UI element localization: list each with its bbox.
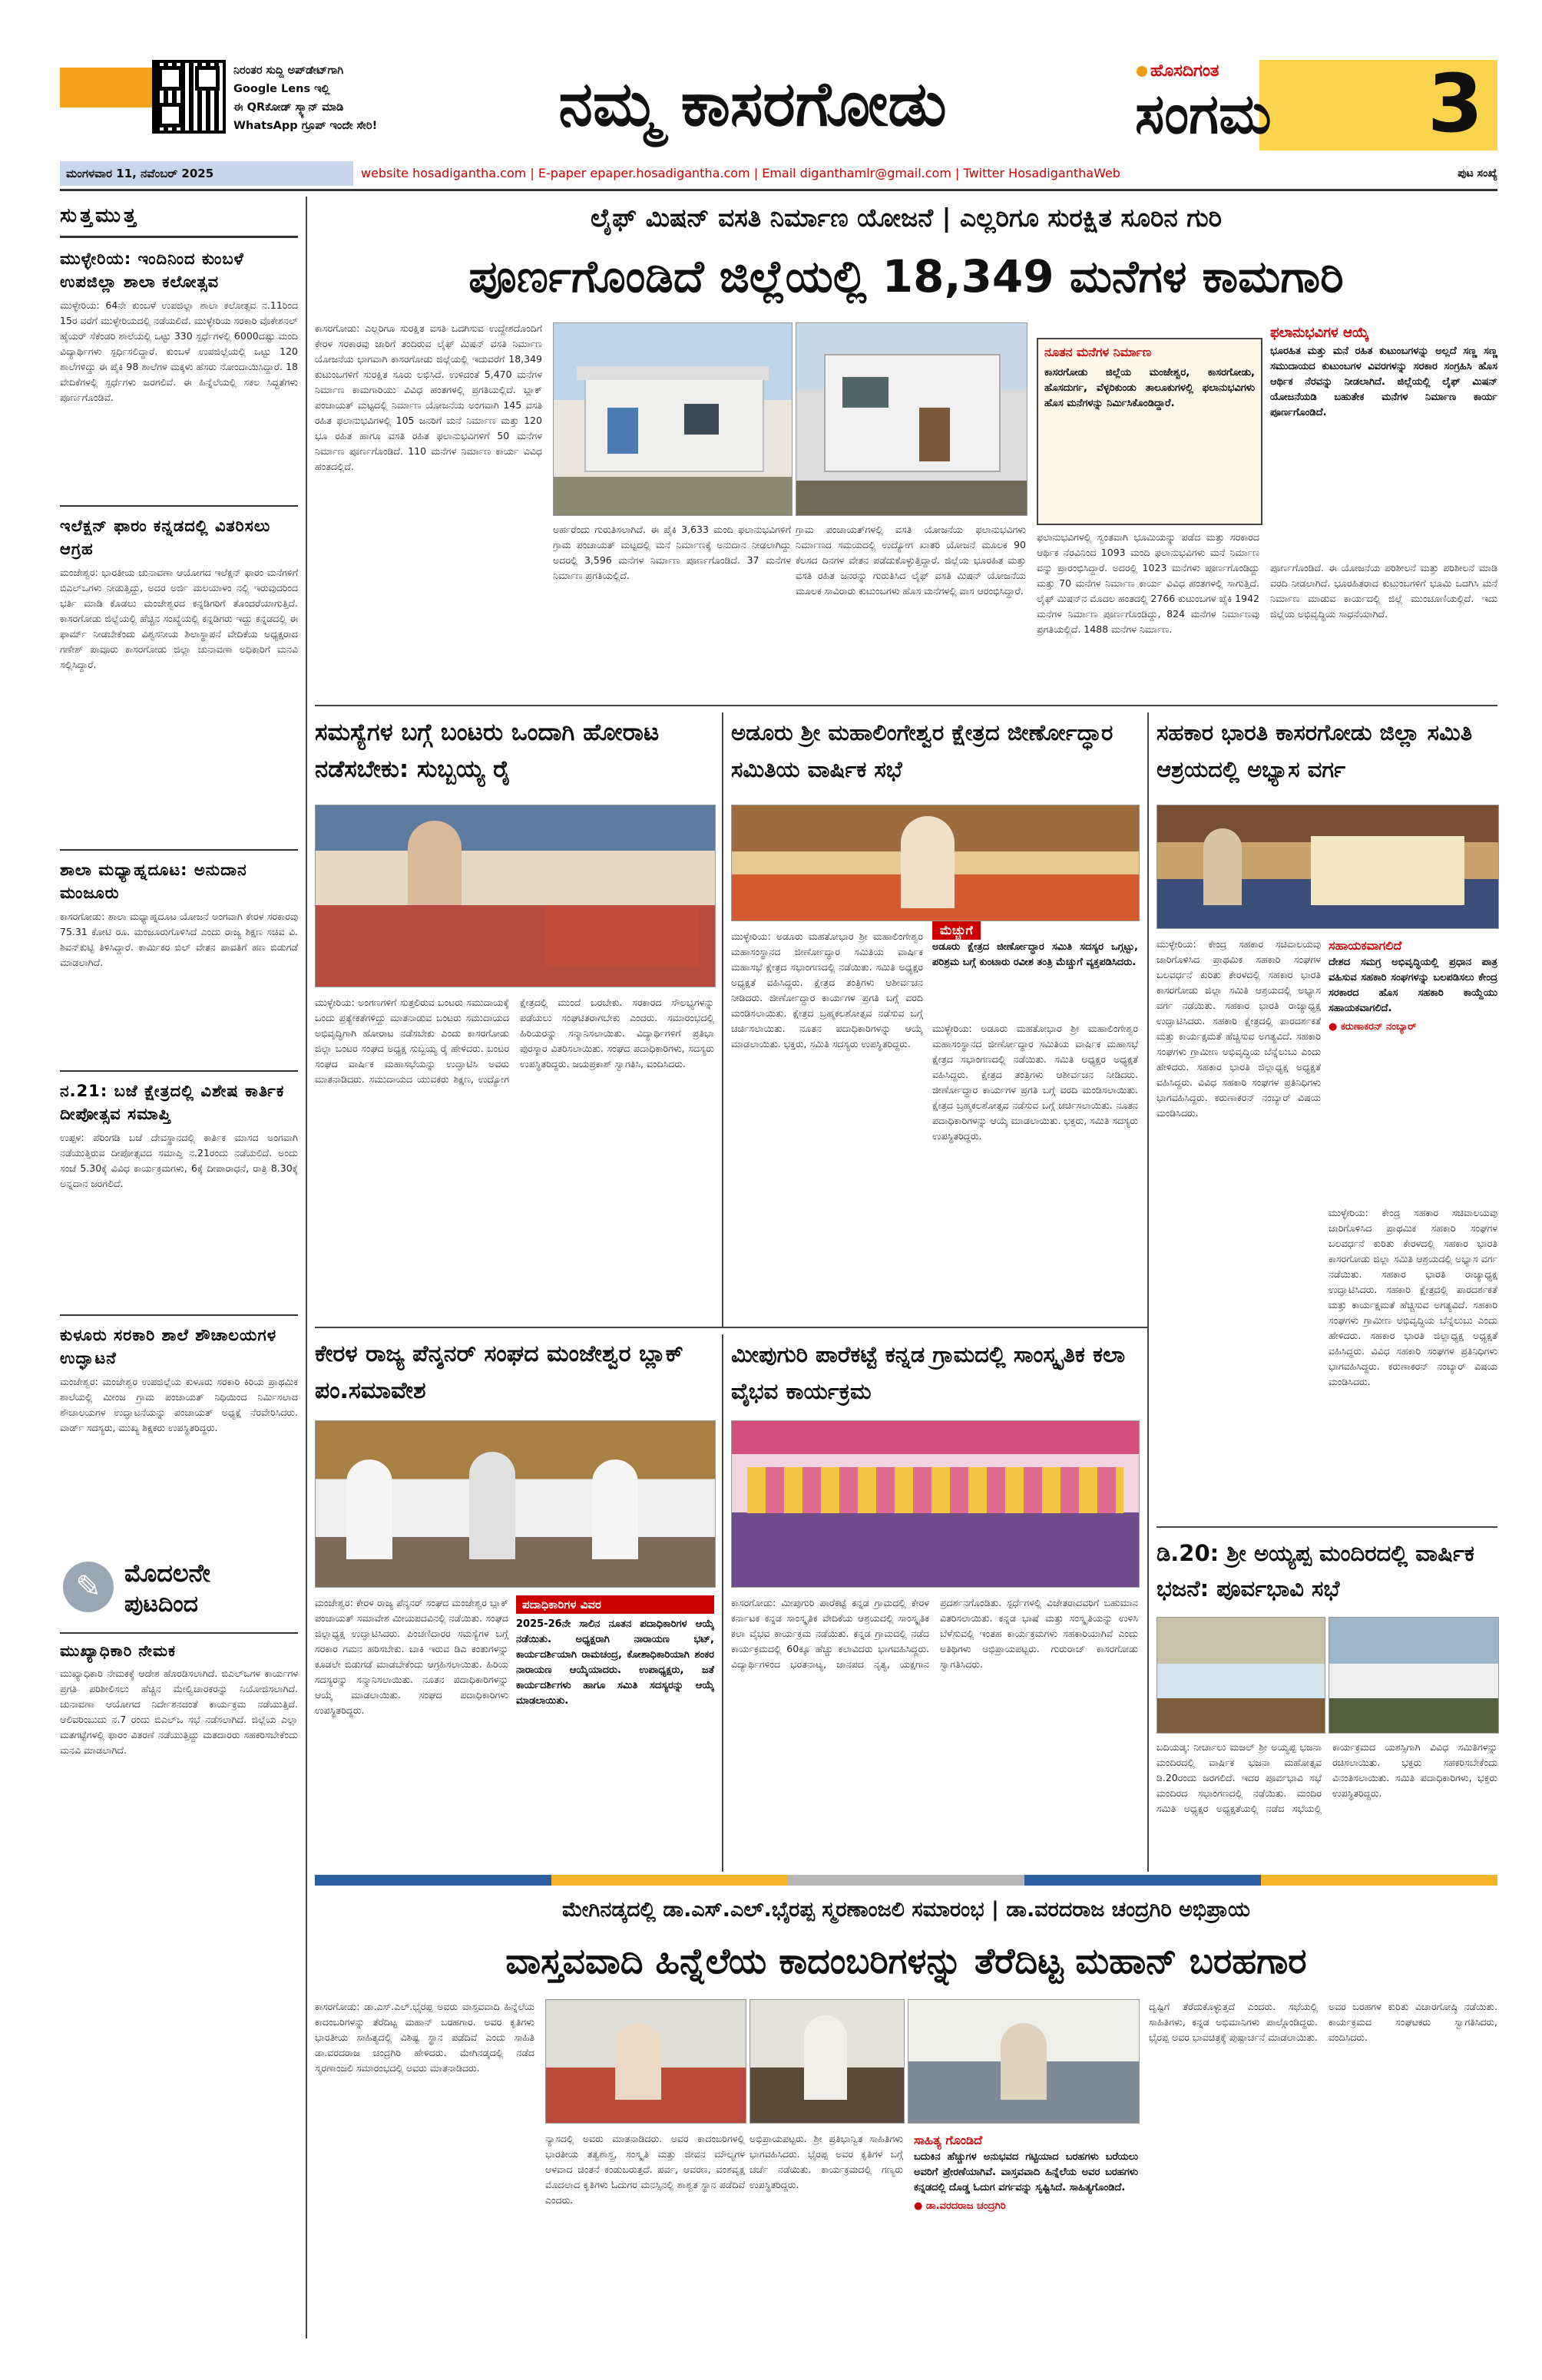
sidebar-story-body: ಉಪ್ಪಳ: ಪೆರಿಂಗಡಿ ಬಜೆ ದೇವಸ್ಥಾನದಲ್ಲಿ ಕಾರ್ತಿಕ ಮಾಸದ ಅಂಗವಾಗಿ ನಡೆಯುತ್ತಿರುವ ದೀಪೋತ್ಸವದ ಸಮಾಪ್ತಿ ನ.21ರಂದು ನಡೆಯಲಿದೆ. ಅಂದು ಸಂಜೆ 5.30ಕ್ಕೆ ವಿವಿಧ ಕಾರ್ಯಕ್ರಮಗಳು, 6ಕ್ಕೆ ದೀಪಾರಾಧನೆ, ರಾತ್ರಿ 8.30ಕ್ಕೆ ಅನ್ನದಾನ ಜರಗಲಿದೆ. (60, 1132, 298, 1189)
row-rule-2 (315, 1327, 1147, 1328)
ayyappa-photo-1 (1156, 1617, 1325, 1734)
house-photo-2 (796, 322, 1027, 516)
pension-photo (315, 1420, 716, 1588)
box-author-name: ಡಾ.ವರದರಾಜ ಚಂದ್ರಗಿರಿ (925, 2200, 1006, 2212)
bhyrappa-kicker: ಮೇಗಿನಡ್ಕದಲ್ಲಿ ಡಾ.ಎಸ್.ಎಲ್.ಭೈರಪ್ಪ ಸ್ಮರಣಾಂಜಲಿ ಸಮಾರಂಭ | ಡಾ.ವರದರಾಜ ಚಂದ್ರಗಿರಿ ಅಭಿಪ್ರಾಯ (562, 1898, 1250, 1922)
bhyrappa-photo-2 (749, 1999, 905, 2124)
sidebar-divider (60, 505, 298, 507)
lead-col-4: ಫಲಾನುಭವಿಗಳಲ್ಲಿ ಸ್ವಂತವಾಗಿ ಭೂಮಿಯನ್ನು ಪಡೆದ ಮತ್ತು ಸರಕಾರದ ಆರ್ಥಿಕ ನೆರವಿನಿಂದ 1093 ಮಂದಿ ಫಲಾನುಭವಿಗಳು ಮನೆ ನಿರ್ಮಾಣ ವನ್ನು ಪ್ರಾರಂಭಿಸಿದ್ದಾರೆ. ಅದರಲ್ಲಿ 1023 ಮನೆಗಳು ಪೂರ್ಣಗೊಂಡಿದ್ದು ಮತ್ತು 70 ಮನೆಗಳ ನಿರ್ಮಾಣ ಕಾರ್ಯ ವಿವಿಧ ಹಂತಗಳಲ್ಲಿ ಸಾಗುತ್ತಿದೆ. ಲೈಫ್ ಮಿಷನ್‌ನ ಮೊದಲ ಹಂತದಲ್ಲಿ 2766 ಕುಟುಂಬಗಳ ಪೈಕಿ 1942 ಮನೆಗಳ ನಿರ್ಮಾಣ ಪೂರ್ಣಗೊಂಡಿದ್ದು, 824 ಮನೆಗಳ ನಿರ್ಮಾಣವು ಪ್ರಗತಿಯಲ್ಲಿದೆ. 1488 ಮನೆಗಳ ನಿರ್ಮಾಣ. (1037, 531, 1259, 635)
promo-line: WhatsApp ಗ್ರೂಪ್ ಇಂದೇ ಸೇರಿ! (233, 120, 378, 132)
lead-col-5: ಪೂರ್ಣಗೊಂಡಿದೆ. ಈ ಯೋಜನೆಯ ಪರಿಶೀಲನೆ ಮತ್ತು ಪರಿಶೀಲನೆ ಮಾಡಿ ವರದಿ ನೀಡಲಾಗಿದೆ. ಭೂರಹಿತರಾದ ಕುಟುಂಬಗಳಿಗೆ ಭೂಮಿ ಒದಗಿಸಿ ಮನೆ ನಿರ್ಮಾಣ ಮಾಡುವ ಕಾರ್ಯದಲ್ಲಿ ಜಿಲ್ಲೆ ಮುಂಚೂಣಿಯಲ್ಲಿದೆ. ಇದು ಜಿಲ್ಲೆಯ ಅಭಿವೃದ್ಧಿಯ ಸಾಧನೆಯಾಗಿದೆ. (1270, 562, 1497, 620)
box-body: ಅಡೂರು ಕ್ಷೇತ್ರದ ಜೀರ್ಣೋದ್ಧಾರ ಸಮಿತಿ ಸದಸ್ಯರ ಒಗ್ಗಟ್ಟು, ಪರಿಶ್ರಮ ಬಗ್ಗೆ ಕುಂಟಾರು ರವೀಶ ತಂತ್ರಿ ಮೆಚ್ಚುಗೆ ವ್ಯಕ್ತಪಡಿಸಿದರು. (932, 941, 1138, 968)
box-title: ನೂತನ ಮನೆಗಳ ನಿರ್ಮಾಣ (1044, 345, 1152, 359)
lead-kicker: ಲೈಫ್ ಮಿಷನ್ ವಸತಿ ನಿರ್ಮಾಣ ಯೋಜನೆ | ಎಲ್ಲರಿಗೂ ಸುರಕ್ಷಿತ ಸೂರಿನ ಗುರಿ (590, 203, 1222, 233)
sidebar-section-title (60, 197, 298, 238)
masthead-rule (60, 189, 1497, 191)
sidebar-story (60, 1079, 298, 1307)
promo-line: ನಿರಂತರ ಸುದ್ದಿ ಅಪ್‌ಡೇಟ್‌ಗಾಗಿ (233, 64, 344, 77)
pension-headline: ಕೇರಳ ರಾಜ್ಯ ಪೆನ್ಶನರ್ ಸಂಘದ ಮಂಜೇಶ್ವರ ಬ್ಲಾಕ್ ಪಂ.ಸಮಾವೇಶ (315, 1340, 683, 1404)
lead-col-3: ಗ್ರಾಮ ಪಂಚಾಯತ್‌ಗಳಲ್ಲಿ ವಸತಿ ಯೋಜನೆಯ ಫಲಾನುಭವಿಗಳು ನಿರ್ಮಾಣದ ಸಮಯದಲ್ಲಿ ಉದ್ಯೋಗ ಖಾತರಿ ಯೋಜನೆ ಮೂಲಕ 90 ಕೆಲಸದ ದಿನಗಳ ವೇತನ ಪಡೆದುಕೊಳ್ಳುತ್ತಿದ್ದಾರೆ. ಜಿಲ್ಲೆಯ ಭೂರಹಿತ ಮತ್ತು ವಸತಿ ರಹಿತ ಜನರನ್ನು ಗುರುತಿಸಿದ ಲೈಫ್ ವಸತಿ ಮಿಷನ್ ಯೋಜನೆಯ ಮೂಲಕ ಸಾವಿರಾರು ಕುಟುಂಬಗಳು ಹೊಸ ಮನೆಗಳಲ್ಲಿ ವಾಸ ಆರಂಭಿಸಿದ್ದಾರೆ. (796, 524, 1026, 597)
pension-body: ಮಂಜೇಶ್ವರ: ಕೇರಳ ರಾಜ್ಯ ಪೆನ್ಶನರ್ ಸಂಘದ ಮಂಜೇಶ್ವರ ಬ್ಲಾಕ್ ಪಂಚಾಯತ್ ಸಮಾವೇಶ ಮೀಯಪದವಿನಲ್ಲಿ ನಡೆಯಿತು. ಸಂಘದ ಜಿಲ್ಲಾಧ್ಯಕ್ಷ ಉದ್ಘಾಟಿಸಿದರು. ಪಿಂಚಣಿದಾರರ ಸಮಸ್ಯೆಗಳ ಬಗ್ಗೆ ಸರಕಾರ ಗಮನ ಹರಿಸಬೇಕು. ಬಾಕಿ ಇರುವ ಡಿಎ ಕಂತುಗಳನ್ನು ಕೂಡಲೇ ಬಿಡುಗಡೆ ಮಾಡಬೇಕೆಂದು ಆಗ್ರಹಿಸಲಾಯಿತು. ಹಿರಿಯ ಸದಸ್ಯರನ್ನು ಸನ್ಮಾನಿಸಲಾಯಿತು. ನೂತನ ಪದಾಧಿಕಾರಿಗಳನ್ನು ಆಯ್ಕೆ ಮಾಡಲಾಯಿತು. ಸಂಘದ ಪದಾಧಿಕಾರಿಗಳು ಉಪಸ್ಥಿತರಿದ್ದರು. (315, 1597, 508, 1716)
box-body: 2025-26ನೇ ಸಾಲಿನ ನೂತನ ಪದಾಧಿಕಾರಿಗಳ ಆಯ್ಕೆ ನಡೆಯಿತು. ಅಧ್ಯಕ್ಷರಾಗಿ ನಾರಾಯಣ ಭಟ್, ಕಾರ್ಯದರ್ಶಿಯಾಗಿ ರಾಮಚಂದ್ರ, ಕೋಶಾಧಿಕಾರಿಯಾಗಿ ಶಂಕರ ನಾರಾಯಣ ಆಯ್ಕೆಯಾದರು. ಉಪಾಧ್ಯಕ್ಷರು, ಜತೆ ಕಾರ್ಯದರ್ಶಿಗಳು ಹಾಗೂ ಸಮಿತಿ ಸದಸ್ಯರನ್ನು ಆಯ್ಕೆ ಮಾಡಲಾಯಿತು. (516, 1618, 714, 1707)
promo-text (233, 61, 464, 135)
pension-box (516, 1595, 714, 1841)
box-title: ಸಹಾಯಕವಾಗಲಿದೆ (1329, 938, 1402, 953)
sidebar-story (60, 858, 298, 1063)
contact-line: website hosadigantha.com | E-paper epaper.hosadigantha.com | Email diganthamlr@gmail.com | Twitter HosadiganthaWeb (361, 166, 1120, 180)
sahakara-photo (1156, 805, 1499, 929)
brand-small-text: ಹೊಸದಿಗಂತ (1150, 61, 1219, 81)
sidebar-divider (60, 1632, 298, 1634)
box-new-houses (1037, 338, 1262, 525)
adur-headline: ಅಡೂರು ಶ್ರೀ ಮಹಾಲಿಂಗೇಶ್ವರ ಕ್ಷೇತ್ರದ ಜೀರ್ಣೋದ್ಧಾರ ಸಮಿತಿಯ ವಾರ್ಷಿಕ ಸಭೆ (731, 719, 1113, 782)
sahakara-body-2: ಮುಳ್ಳೇರಿಯ: ಕೇಂದ್ರ ಸಹಕಾರ ಸಚಿವಾಲಯವು ಜಾರಿಗೊಳಿಸಿದ ಪ್ರಾಥಮಿಕ ಸಹಕಾರಿ ಸಂಘಗಳ ಬಲವರ್ಧನೆ ಕುರಿತು ಕೇರಳದಲ್ಲಿ ಸಹಕಾರ ಭಾರತಿ ಕಾಸರಗೋಡು ಜಿಲ್ಲಾ ಸಮಿತಿ ಆಶ್ರಯದಲ್ಲಿ ಅಭ್ಯಾಸ ವರ್ಗ ನಡೆಯಿತು. ಸಹಕಾರ ಭಾರತಿ ರಾಜ್ಯಾಧ್ಯಕ್ಷ ಉದ್ಘಾಟಿಸಿದರು. ಸಹಕಾರಿ ಕ್ಷೇತ್ರದಲ್ಲಿ ಪಾರದರ್ಶಕತೆ ಮತ್ತು ಕಾರ್ಯಕ್ಷಮತೆ ಹೆಚ್ಚಿಸುವ ಅಗತ್ಯವಿದೆ. ಸಹಕಾರಿ ಸಂಘಗಳು ಗ್ರಾಮೀಣ ಅಭಿವೃದ್ಧಿಯ ಬೆನ್ನೆಲುಬು ಎಂದು ಹೇಳಿದರು. ಸಹಕಾರ ಭಾರತಿ ಜಿಲ್ಲಾಧ್ಯಕ್ಷ ಅಧ್ಯಕ್ಷತೆ ವಹಿಸಿದ್ದರು. ವಿವಿಧ ಸಹಕಾರಿ ಸಂಘಗಳ ಪ್ರತಿನಿಧಿಗಳು ಭಾಗವಹಿಸಿದ್ದರು. ಕರುಣಾಕರನ್ ನಂಬ್ಯಾರ್ ವಿಷಯ ಮಂಡಿಸಿದರು. (1329, 1207, 1497, 1387)
box-author: ● ಡಾ.ವರದರಾಜ ಚಂದ್ರಗಿರಿ (914, 2200, 1006, 2212)
sidebar-divider (60, 1314, 298, 1316)
bhyrappa-body-mid: ನ್ಯಾಸದಲ್ಲಿ ಅವರು ಮಾತನಾಡಿದರು. ಅವರ ಕಾದಂಬರಿಗಳಲ್ಲಿ ಭಾರತೀಯ ತತ್ವಶಾಸ್ತ್ರ, ಸಂಸ್ಕೃತಿ ಮತ್ತು ಜೀವನ ಮೌಲ್ಯಗಳ ಆಳವಾದ ಚಿಂತನೆ ಕಂಡುಬರುತ್ತದೆ. ಪರ್ವ, ಆವರಣ, ವಂಶವೃಕ್ಷ ಮೊದಲಾದ ಕೃತಿಗಳು ಓದುಗರ ಮನಸ್ಸಿನಲ್ಲಿ ಶಾಶ್ವತ ಸ್ಥಾನ ಪಡೆದಿವೆ ಎಂದರು. (545, 2133, 745, 2206)
ayyappa-headline: ಡಿ.20: ಶ್ರೀ ಅಯ್ಯಪ್ಪ ಮಂದಿರದಲ್ಲಿ ವಾರ್ಷಿಕ ಭಜನೆ: ಪೂರ್ವಭಾವಿ ಸಭೆ (1156, 1540, 1474, 1602)
sidebar-story-title: ಕುಳೂರು ಸರಕಾರಿ ಶಾಲೆ ಶೌಚಾಲಯಗಳ ಉದ್ಘಾಟನೆ (60, 1326, 277, 1367)
box-title: ಪದಾಧಿಕಾರಿಗಳ ವಿವರ (516, 1595, 714, 1614)
sidebar-story-title: ಮುಳ್ಳೇರಿಯ: ಇಂದಿನಿಂದ ಕುಂಬಳೆ ಉಪಜಿಲ್ಲಾ ಶಾಲಾ ಕಲೋತ್ಸವ (60, 250, 244, 291)
sidebar-divider (60, 1070, 298, 1072)
sidebar-story-body: ಮಂಜೇಶ್ವರ: ಮಂಜೇಶ್ವರ ಉಪಜಿಲ್ಲೆಯ ಕುಳೂರು ಸರಕಾರಿ ಕಿರಿಯ ಪ್ರಾಥಮಿಕ ಶಾಲೆಯಲ್ಲಿ ಮೀಂಜ ಗ್ರಾಮ ಪಂಚಾಯತ್ ನಿಧಿಯಿಂದ ನಿರ್ಮಿಸಲಾದ ಶೌಚಾಲಯಗಳ ಉದ್ಘಾಟನೆಯನ್ನು ಪಂಚಾಯತ್ ಅಧ್ಯಕ್ಷೆ ನೆರವೇರಿಸಿದರು. ವಾರ್ಡ್ ಸದಸ್ಯರು, ಮುಖ್ಯ ಶಿಕ್ಷಕರು ಉಪಸ್ಥಿತರಿದ್ದರು. (60, 1376, 298, 1433)
box-title: ಫಲಾನುಭವಿಗಳ ಆಯ್ಕೆ (1270, 325, 1369, 341)
newspaper-title: ನಮ್ಮ ಕಾಸರಗೋಡು (558, 68, 947, 140)
sidebar-story (60, 247, 298, 497)
brand-dot-icon (1137, 66, 1147, 77)
sidebar-divider (60, 849, 298, 851)
brand-big: ಸಂಗಮ (1135, 81, 1272, 146)
pencil-label: ಮೊದಲನೇ (124, 1559, 210, 1588)
bhyrappa-body-mid2: ಅಭಿಪ್ರಾಯಪಟ್ಟರು. ಶ್ರೀ ಪ್ರತಿಭಾನ್ವಿತ ಸಾಹಿತಿಗಳು ಭಾಗವಹಿಸಿದರು. ಭೈರಪ್ಪ ಅವರ ಕೃತಿಗಳ ಬಗ್ಗೆ ಚರ್ಚೆ ನಡೆಯಿತು. ಕಾರ್ಯಕ್ರಮದಲ್ಲಿ ಗಣ್ಯರು ಉಪಸ್ಥಿತರಿದ್ದರು. (749, 2133, 903, 2190)
bhyrappa-photo-3 (908, 1999, 1140, 2124)
box-body: ದೇಶದ ಸಮಗ್ರ ಅಭಿವೃದ್ಧಿಯಲ್ಲಿ ಪ್ರಧಾನ ಪಾತ್ರ ವಹಿಸುವ ಸಹಕಾರಿ ಸಂಘಗಳನ್ನು ಬಲಪಡಿಸಲು ಕೇಂದ್ರ ಸರಕಾರದ ಹೊಸ ಸಹಕಾರಿ ಕಾಯ್ದೆಯು ಸಹಾಯಕವಾಗಲಿದೆ. (1329, 957, 1497, 1014)
sahakara-box (1329, 937, 1497, 1198)
adur-body-2: ಮುಳ್ಳೇರಿಯ: ಅಡೂರು ಮಹತೋಭಾರ ಶ್ರೀ ಮಹಾಲಿಂಗೇಶ್ವರ ಮಹಾಸಂಸ್ಥಾನದ ಜೀರ್ಣೋದ್ಧಾರ ಸಮಿತಿಯ ವಾರ್ಷಿಕ ಮಹಾಸಭೆ ಕ್ಷೇತ್ರದ ಸಭಾಂಗಣದಲ್ಲಿ ನಡೆಯಿತು. ಸಮಿತಿ ಅಧ್ಯಕ್ಷರ ಅಧ್ಯಕ್ಷತೆ ವಹಿಸಿದ್ದರು. ಕ್ಷೇತ್ರದ ತಂತ್ರಿಗಳು ಆಶೀರ್ವಚನ ನೀಡಿದರು. ಜೀರ್ಣೋದ್ಧಾರ ಕಾರ್ಯಗಳ ಪ್ರಗತಿ ಬಗ್ಗೆ ವರದಿ ಮಂಡಿಸಲಾಯಿತು. ಕ್ಷೇತ್ರದ ಬ್ರಹ್ಮಕಲಶೋತ್ಸವ ನಡೆಸುವ ಬಗ್ಗೆ ಚರ್ಚಿಸಲಾಯಿತು. ನೂತನ ಪದಾಧಿಕಾರಿಗಳನ್ನು ಆಯ್ಕೆ ಮಾಡಲಾಯಿತು. ಭಕ್ತರು, ಸಮಿತಿ ಸದಸ್ಯರು ಉಪಸ್ಥಿತರಿದ್ದರು. (932, 1023, 1138, 1142)
box-title: ಮೆಚ್ಚುಗೆ (932, 921, 981, 940)
box-body: ಕಾಸರಗೋಡು ಜಿಲ್ಲೆಯ ಮಂಜೇಶ್ವರ, ಕಾಸರಗೋಡು, ಹೊಸದುರ್ಗ, ವೆಳ್ಳರಿಕುಂಡು ತಾಲೂಕುಗಳಲ್ಲಿ ಫಲಾನುಭವಿಗಳು ಹೊಸ ಮನೆಗಳನ್ನು ನಿರ್ಮಿಸಿಕೊಂಡಿದ್ದಾರೆ. (1044, 367, 1255, 409)
sidebar-column-rule (306, 197, 307, 2339)
row3-rule-a (722, 1334, 723, 1872)
qr-code[interactable] (152, 60, 226, 134)
promo-orange-bar (60, 68, 154, 107)
adur-box (932, 921, 1138, 1013)
house-photo-1 (553, 322, 793, 516)
color-strip (315, 1875, 1497, 1886)
bhyrappa-box (914, 2131, 1138, 2339)
adur-body: ಮುಳ್ಳೇರಿಯ: ಅಡೂರು ಮಹತೋಭಾರ ಶ್ರೀ ಮಹಾಲಿಂಗೇಶ್ವರ ಮಹಾಸಂಸ್ಥಾನದ ಜೀರ್ಣೋದ್ಧಾರ ಸಮಿತಿಯ ವಾರ್ಷಿಕ ಮಹಾಸಭೆ ಕ್ಷೇತ್ರದ ಸಭಾಂಗಣದಲ್ಲಿ ನಡೆಯಿತು. ಸಮಿತಿ ಅಧ್ಯಕ್ಷರ ಅಧ್ಯಕ್ಷತೆ ವಹಿಸಿದ್ದರು. ಕ್ಷೇತ್ರದ ತಂತ್ರಿಗಳು ಆಶೀರ್ವಚನ ನೀಡಿದರು. ಜೀರ್ಣೋದ್ಧಾರ ಕಾರ್ಯಗಳ ಪ್ರಗತಿ ಬಗ್ಗೆ ವರದಿ ಮಂಡಿಸಲಾಯಿತು. ಕ್ಷೇತ್ರದ ಬ್ರಹ್ಮಕಲಶೋತ್ಸವ ನಡೆಸುವ ಬಗ್ಗೆ ಚರ್ಚಿಸಲಾಯಿತು. ನೂತನ ಪದಾಧಿಕಾರಿಗಳನ್ನು ಆಯ್ಕೆ ಮಾಡಲಾಯಿತು. ಭಕ್ತರು, ಸಮಿತಿ ಸದಸ್ಯರು ಉಪಸ್ಥಿತರಿದ್ದರು. (731, 931, 923, 1050)
sahakara-headline: ಸಹಕಾರ ಭಾರತಿ ಕಾಸರಗೋಡು ಜಿಲ್ಲಾ ಸಮಿತಿ ಆಶ್ರಯದಲ್ಲಿ ಅಭ್ಯಾಸ ವರ್ಗ (1156, 719, 1473, 782)
bottom-story-body: ಮುಖ್ಯಾಧಿಕಾರಿ ನೇಮಕಕ್ಕೆ ಆದೇಶ ಹೊರಡಿಸಲಾಗಿದೆ. ಬಿಎಲ್‌ಒಗಳ ಕಾರ್ಯಗಳ ಪ್ರಗತಿ ಪರಿಶೀಲಿಸಲು ಹೆಚ್ಚಿನ ಮೇಲ್ವಿಚಾರಕರನ್ನು ನಿಯೋಜಿಸಲಾಗಿದೆ. ಚುನಾವಣಾ ಆಯೋಗದ ನಿರ್ದೇಶನದಂತೆ ಕಾರ್ಯಕ್ರಮ ನಡೆಯುತ್ತಿದೆ. ಆಲಿವರಿಂಬುದು ನ.7 ರಂದು ಬಿಎಲ್‌ಒ ಸಭೆ ನಡೆಸಲಾಗಿದೆ. ಜಿಲ್ಲೆಯ ಎಲ್ಲಾ ಮತಗಟ್ಟೆಗಳಲ್ಲಿ ಫಾರಂ ವಿತರಣೆ ನಡೆಯುತ್ತಿದ್ದು ಮತದಾರರು ಸಹಕರಿಸಬೇಕೆಂದು ಮನವಿ ಮಾಡಲಾಗಿದೆ. (60, 1668, 298, 1756)
sidebar-story-title: ನ.21: ಬಜೆ ಕ್ಷೇತ್ರದಲ್ಲಿ ವಿಶೇಷ ಕಾರ್ತಿಕ ದೀಪೋತ್ಸವ ಸಮಾಪ್ತಿ (60, 1082, 285, 1123)
meepuguri-body: ಕಾಸರಗೋಡು: ಮೀಪುಗುರಿ ಪಾರೆಕಟ್ಟೆ ಕನ್ನಡ ಗ್ರಾಮದಲ್ಲಿ ಕೇರಳ ಕರ್ನಾಟಕ ಕನ್ನಡ ಸಾಂಸ್ಕೃತಿಕ ವೇದಿಕೆಯ ಆಶ್ರಯದಲ್ಲಿ ಸಾಂಸ್ಕೃತಿಕ ಕಲಾ ವೈಭವ ಕಾರ್ಯಕ್ರಮ ನಡೆಯಿತು. ಕನ್ನಡ ಗ್ರಾಮದಲ್ಲಿ ನಡೆದ ಕಾರ್ಯಕ್ರಮದಲ್ಲಿ 60ಕ್ಕೂ ಹೆಚ್ಚು ಕಲಾವಿದರು ಭಾಗವಹಿಸಿದ್ದರು. ವಿದ್ಯಾರ್ಥಿಗಳಿಂದ ಭರತನಾಟ್ಯ, ಜಾನಪದ ನೃತ್ಯ, ಯಕ್ಷಗಾನ ಪ್ರದರ್ಶನಗೊಂಡಿತು. ಸ್ಪರ್ಧೆಗಳಲ್ಲಿ ವಿಜೇತರಾದವರಿಗೆ ಬಹುಮಾನ ವಿತರಿಸಲಾಯಿತು. ಕನ್ನಡ ಭಾಷೆ ಮತ್ತು ಸಂಸ್ಕೃತಿಯನ್ನು ಉಳಿಸಿ ಬೆಳೆಸುವಲ್ಲಿ ಇಂತಹ ಕಾರ್ಯಕ್ರಮಗಳು ಸಹಕಾರಿಯಾಗಿವೆ ಎಂದು ಅತಿಥಿಗಳು ಅಭಿಪ್ರಾಯಪಟ್ಟರು. ಗುರುರಾಜ್ ಕಾಸರಗೋಡು ಸ್ವಾಗತಿಸಿದರು. (731, 1597, 1138, 1670)
sidebar-story-body: ಮುಳ್ಳೇರಿಯ: 64ನೇ ಕುಂಬಳೆ ಉಪಜಿಲ್ಲಾ ಶಾಲಾ ಕಲೋತ್ಸವ ನ.11ರಿಂದ 15ರ ವರೆಗೆ ಮುಳ್ಳೇರಿಯದಲ್ಲಿ ನಡೆಯಲಿದೆ. ಮುಳ್ಳೇರಿಯ ಸರಕಾರಿ ವೊಕೇಶನಲ್ ಹೈಯರ್ ಸೆಕೆಂಡರಿ ಶಾಲೆಯಲ್ಲಿ ಒಟ್ಟು 330 ಸ್ಪರ್ಧೆಗಳಲ್ಲಿ 6000ದಷ್ಟು ಮಂದಿ ವಿದ್ಯಾರ್ಥಿಗಳು ಸ್ಪರ್ಧಿಸಲಿದ್ದಾರೆ. ಕುಂಬಳೆ ಉಪಜಿಲ್ಲೆಯಲ್ಲಿ ಒಟ್ಟು 120 ಶಾಲೆಗಳಿದ್ದು ಈ ಪೈಕಿ 98 ಶಾಲೆಗಳ ಮಕ್ಕಳು ಹೆಸರು ನೋಂದಾಯಿಸಿದ್ದಾರೆ. 18 ವೇದಿಕೆಗಳಲ್ಲಿ ಸ್ಪರ್ಧೆಗಳು ಜರಗಲಿವೆ. ಈ ಹಿನ್ನೆಲೆಯಲ್ಲಿ ಸಕಲ ಸಿದ್ಧತೆಗಳು ಪೂರ್ಣಗೊಂಡಿವೆ. (60, 299, 298, 403)
lead-col-2: ಅರ್ಹರೆಂದು ಗುರುತಿಸಲಾಗಿದೆ. ಈ ಪೈಕಿ 3,633 ಮಂದಿ ಫಲಾನುಭವಿಗಳಿಗೆ ಗ್ರಾಮ ಪಂಚಾಯತ್ ಮಟ್ಟದಲ್ಲಿ ಮನೆ ನಿರ್ಮಾಣಕ್ಕೆ ಅನುದಾನ ನೀಡಲಾಗಿದ್ದು ಅದರಲ್ಲಿ 3,596 ಮನೆಗಳ ನಿರ್ಮಾಣ ಪೂರ್ಣಗೊಂಡಿದೆ. 37 ಮನೆಗಳ ನಿರ್ಮಾಣ ಪ್ರಗತಿಯಲ್ಲಿದೆ. (553, 524, 791, 581)
box-body: ಬದುಕಿನ ಹೆಚ್ಚುಗಳ ಅನುಭವದ ಗಟ್ಟಿಯಾದ ಬರಹಗಳು ಬರೆಯಲು ಅವರಿಗೆ ಪ್ರೇರಣೆಯಾಗಿವೆ. ವಾಸ್ತವವಾದಿ ಹಿನ್ನೆಲೆಯ ಅವರ ಬರಹಗಳು ಕನ್ನಡದಲ್ಲಿ ದೊಡ್ಡ ಓದುಗ ವರ್ಗವನ್ನು ಸೃಷ್ಟಿಸಿದೆ. ಸಾಹಿತ್ಯಗೊಂಡಿದೆ. (914, 2151, 1138, 2193)
page-number: 3 (1427, 57, 1484, 150)
sahakara-body: ಮುಳ್ಳೇರಿಯ: ಕೇಂದ್ರ ಸಹಕಾರ ಸಚಿವಾಲಯವು ಜಾರಿಗೊಳಿಸಿದ ಪ್ರಾಥಮಿಕ ಸಹಕಾರಿ ಸಂಘಗಳ ಬಲವರ್ಧನೆ ಕುರಿತು ಕೇರಳದಲ್ಲಿ ಸಹಕಾರ ಭಾರತಿ ಕಾಸರಗೋಡು ಜಿಲ್ಲಾ ಸಮಿತಿ ಆಶ್ರಯದಲ್ಲಿ ಅಭ್ಯಾಸ ವರ್ಗ ನಡೆಯಿತು. ಸಹಕಾರ ಭಾರತಿ ರಾಜ್ಯಾಧ್ಯಕ್ಷ ಉದ್ಘಾಟಿಸಿದರು. ಸಹಕಾರಿ ಕ್ಷೇತ್ರದಲ್ಲಿ ಪಾರದರ್ಶಕತೆ ಮತ್ತು ಕಾರ್ಯಕ್ಷಮತೆ ಹೆಚ್ಚಿಸುವ ಅಗತ್ಯವಿದೆ. ಸಹಕಾರಿ ಸಂಘಗಳು ಗ್ರಾಮೀಣ ಅಭಿವೃದ್ಧಿಯ ಬೆನ್ನೆಲುಬು ಎಂದು ಹೇಳಿದರು. ಸಹಕಾರ ಭಾರತಿ ಜಿಲ್ಲಾಧ್ಯಕ್ಷ ಅಧ್ಯಕ್ಷತೆ ವಹಿಸಿದ್ದರು. ವಿವಿಧ ಸಹಕಾರಿ ಸಂಘಗಳ ಪ್ರತಿನಿಧಿಗಳು ಭಾಗವಹಿಸಿದ್ದರು. ಕರುಣಾಕರನ್ ನಂಬ್ಯಾರ್ ವಿಷಯ ಮಂಡಿಸಿದರು. (1156, 938, 1321, 1119)
page-count-label: ಪುಟ ಸಂಖ್ಯೆ (1458, 167, 1497, 180)
box-title: ಸಾಹಿತ್ಯ ಗೊಂಡಿದೆ (914, 2133, 983, 2147)
promo-line: ಈ QRಕೋಡ್ ಸ್ಕ್ಯಾನ್ ಮಾಡಿ (233, 101, 344, 114)
meepuguri-headline: ಮೀಪುಗುರಿ ಪಾರೆಕಟ್ಟೆ ಕನ್ನಡ ಗ್ರಾಮದಲ್ಲಿ ಸಾಂಸ್ಕೃತಿಕ ಕಲಾ ವೈಭವ ಕಾರ್ಯಕ್ರಮ (731, 1341, 1126, 1404)
adur-photo (731, 805, 1140, 921)
bhyrappa-body-left: ಕಾಸರಗೋಡು: ಡಾ.ಎಸ್.ಎಲ್.ಭೈರಪ್ಪ ಅವರು ವಾಸ್ತವವಾದಿ ಹಿನ್ನೆಲೆಯ ಕಾದಂಬರಿಗಳನ್ನು ತೆರೆದಿಟ್ಟ ಮಹಾನ್ ಬರಹಗಾರ. ಅವರ ಕೃತಿಗಳು ಭಾರತೀಯ ಸಾಹಿತ್ಯದಲ್ಲಿ ವಿಶಿಷ್ಟ ಸ್ಥಾನ ಪಡೆದಿವೆ ಎಂದು ಸಾಹಿತಿ ಡಾ.ವರದರಾಜ ಚಂದ್ರಗಿರಿ ಹೇಳಿದರು. ಮೇಗಿನಡ್ಕದಲ್ಲಿ ನಡೆದ ಸ್ಮರಣಾಂಜಲಿ ಸಮಾರಂಭದಲ್ಲಿ ಅವರು ಮಾತನಾಡಿದರು. (315, 2001, 534, 2074)
issue-date: ಮಂಗಳವಾರ 11, ನವೆಂಬರ್ 2025 (66, 167, 214, 180)
ayyappa-photo-2 (1329, 1617, 1499, 1734)
bhyrappa-body-right: ದೃಷ್ಟಿಗೆ ತೆರೆದುಕೊಳ್ಳುತ್ತದೆ ಎಂದರು. ಸಭೆಯಲ್ಲಿ ಸಾಹಿತಿಗಳು, ಕನ್ನಡ ಅಭಿಮಾನಿಗಳು ಪಾಲ್ಗೊಂಡಿದ್ದರು. ಭೈರಪ್ಪ ಅವರ ಭಾವಚಿತ್ರಕ್ಕೆ ಪುಷ್ಪಾರ್ಚನೆ ಮಾಡಲಾಯಿತು. ಅವರ ಬರಹಗಳ ಕುರಿತು ವಿಚಾರಗೋಷ್ಠಿ ನಡೆಯಿತು. ಕಾರ್ಯಕ್ರಮದ ಸಂಘಟಕರು ಸ್ವಾಗತಿಸಿದರು, ವಂದಿಸಿದರು. (1149, 2001, 1497, 2043)
sidebar-story-body: ಮಂಜೇಶ್ವರ: ಭಾರತೀಯ ಚುನಾವಣಾ ಆಯೋಗದ ಇಲೆಕ್ಷನ್ ಫಾರಂ ಮನೆಗಳಿಗೆ ಬಿಎಲ್‌ಒಗಳು ನೀಡುತ್ತಿದ್ದು, ಅದರ ಅರ್ಜಿ ಮಲಯಾಳಂ ನಲ್ಲಿ ಇರುವುದರಿಂದ ಭರ್ತಿ ಮಾಡಿ ಕೊಡಲು ಮಂಜೇಶ್ವರದ ಕನ್ನಡಿಗರಿಗೆ ತೊಂದರೆಯಾಗುತ್ತಿದೆ. ಕಾಸರಗೋಡು ಜಿಲ್ಲೆಯಲ್ಲಿ ಹೆಚ್ಚಿನ ಸಂಖ್ಯೆಯಲ್ಲಿ ಕನ್ನಡಿಗರು ಇದ್ದು ಕನ್ನಡದಲ್ಲಿ ಈ ಫಾರ್ಮ್ ನೀಡಬೇಕೆಂದು ವಿಶ್ವಸನೀಯ ಶಿಲಾಸ್ಥಾಪನೆ ವೇದಿಕೆಯ ಅಧ್ಯಕ್ಷರಾದ ಗಣೇಶ್ ಪಾವೂರು ಕಾಸರಗೋಡು ಜಿಲ್ಲಾ ಚುನಾವಣಾ ಅಧಿಕಾರಿಗೆ ಮನವಿ ಸಲ್ಲಿಸಿದ್ದಾರೆ. (60, 567, 298, 670)
ayyappa-body: ಬದಿಯಡ್ಕ: ನೀರ್ಚಾಲು ಮಜಲ್ ಶ್ರೀ ಅಯ್ಯಪ್ಪ ಭಜನಾ ಮಂದಿರದಲ್ಲಿ ವಾರ್ಷಿಕ ಭಜನಾ ಮಹೋತ್ಸವ ಡಿ.20ರಂದು ಜರಗಲಿದೆ. ಇದರ ಪೂರ್ವಭಾವಿ ಸಭೆ ಮಂದಿರದ ಸಭಾಂಗಣದಲ್ಲಿ ನಡೆಯಿತು. ಮಂದಿರ ಸಮಿತಿ ಅಧ್ಯಕ್ಷರ ಅಧ್ಯಕ್ಷತೆಯಲ್ಲಿ ನಡೆದ ಸಭೆಯಲ್ಲಿ ಕಾರ್ಯಕ್ರಮದ ಯಶಸ್ಸಿಗಾಗಿ ವಿವಿಧ ಸಮಿತಿಗಳನ್ನು ರಚಿಸಲಾಯಿತು. ಭಕ್ತರು ಸಹಕರಿಸಬೇಕೆಂದು ವಿನಂತಿಸಲಾಯಿತು. ಸಮಿತಿ ಪದಾಧಿಕಾರಿಗಳು, ಭಕ್ತರು ಉಪಸ್ಥಿತರಿದ್ದರು. (1156, 1741, 1497, 1814)
sidebar (60, 197, 298, 2346)
lead-col-1: ಕಾಸರಗೋಡು: ಎಲ್ಲರಿಗೂ ಸುರಕ್ಷಿತ ವಸತಿ ಒದಗಿಸುವ ಉದ್ದೇಶದೊಂದಿಗೆ ಕೇರಳ ಸರಕಾರವು ಜಾರಿಗೆ ತಂದಿರುವ ಲೈಫ್ ಮಿಷನ್ ವಸತಿ ನಿರ್ಮಾಣ ಯೋಜನೆಯ ಭಾಗವಾಗಿ ಕಾಸರಗೋಡು ಜಿಲ್ಲೆಯಲ್ಲಿ ಇದುವರೆಗೆ 18,349 ಕುಟುಂಬಗಳಿಗೆ ಸುರಕ್ಷಿತ ಸೂರು ಲಭಿಸಿದೆ. ಉಳಿದಂತೆ 5,470 ಮನೆಗಳ ನಿರ್ಮಾಣ ಕಾಮಗಾರಿಯು ವಿವಿಧ ಹಂತಗಳಲ್ಲಿ ಪ್ರಗತಿಯಲ್ಲಿದೆ. ಬ್ಲಾಕ್ ಪಂಚಾಯತ್ ಮಟ್ಟದಲ್ಲಿ ನಿರ್ಮಾಣ ಯೋಜನೆಯ ಅಂಗವಾಗಿ 145 ವಸತಿ ರಹಿತ ಫಲಾನುಭವಿಗಳಲ್ಲಿ 105 ಜನರಿಗೆ ಮನೆ ನಿರ್ಮಾಣ ಮತ್ತು 120 ಭೂ ರಹಿತ ಹಾಗೂ ವಸತಿ ರಹಿತ ಫಲಾನುಭವಿಗಳಿಗೆ 50 ಮನೆಗಳ ನಿರ್ಮಾಣ ಪೂರ್ಣಗೊಂಡಿದೆ. 110 ಮನೆಗಳ ನಿರ್ಮಾಣ ಕಾರ್ಯ ವಿವಿಧ ಹಂತದಲ್ಲಿದೆ. (315, 322, 542, 472)
pencil-icon: ✎ (63, 1562, 114, 1612)
row2-rule-a (722, 712, 723, 1327)
box-author-name: ಕರುಣಾಕರನ್ ನಂಬ್ಯಾರ್ (1340, 1021, 1417, 1033)
bantaru-headline: ಸಮಸ್ಯೆಗಳ ಬಗ್ಗೆ ಬಂಟರು ಒಂದಾಗಿ ಹೋರಾಟ ನಡೆಸಬೇಕು: ಸುಬ್ಬಯ್ಯ ರೈ (315, 719, 660, 783)
box-beneficiary (1270, 322, 1497, 553)
masthead (0, 0, 1542, 180)
sidebar-story (60, 1324, 298, 1543)
sidebar-story-body: ಕಾಸರಗೋಡು: ಶಾಲಾ ಮಧ್ಯಾಹ್ನದೂಟ ಯೋಜನೆ ಅಂಗವಾಗಿ ಕೇರಳ ಸರಕಾರವು 75.31 ಕೋಟಿ ರೂ. ಮಂಜೂರುಗೊಳಿಸಿದೆ ಎಂದು ರಾಜ್ಯ ಶಿಕ್ಷಣ ಸಚಿವ ವಿ. ಶಿವನ್‌ಕುಟ್ಟಿ ತಿಳಿಸಿದ್ದಾರೆ. ಕಾರ್ಮಿಕರ ಬಿಲ್ ವೇತನ ಪಾವತಿಗೆ ಹಣ ಬಿಡುಗಡೆ ಮಾಡಲಾಗಿದೆ. (60, 911, 298, 968)
meepuguri-photo (731, 1420, 1140, 1588)
bhyrappa-photo-1 (545, 1999, 746, 2124)
promo-line: Google Lens ಇಲ್ಲಿ (233, 83, 330, 95)
bhyrappa-headline: ವಾಸ್ತವವಾದಿ ಹಿನ್ನೆಲೆಯ ಕಾದಂಬರಿಗಳನ್ನು ತೆರೆದಿಟ್ಟ ಮಹಾನ್ ಬರಹಗಾರ (505, 1940, 1307, 1982)
ayyappa-rule (1156, 1526, 1497, 1528)
sidebar-story (60, 514, 298, 841)
pencil-banner (60, 1555, 298, 1626)
bantaru-photo (315, 805, 716, 987)
row-rule-1 (315, 705, 1497, 706)
bottom-story-title: ಮುಖ್ಯಾಧಿಕಾರಿ ನೇಮಕ (60, 1641, 176, 1660)
box-body: ಭೂರಹಿತ ಮತ್ತು ಮನೆ ರಹಿತ ಕುಟುಂಬಗಳನ್ನು ಅಲ್ಲದೆ ಸಣ್ಣ ಸಣ್ಣ ಸಮುದಾಯದ ಕುಟುಂಬಗಳ ವಿವರಗಳನ್ನು ಸರಕಾರ ಸಂಗ್ರಹಿಸಿ ಹೊಸ ಆರ್ಥಿಕ ನೆರವನ್ನು ನೀಡಲಾಗಿದೆ. ಜಿಲ್ಲೆಯಲ್ಲಿ ಲೈಫ್ ಮಿಷನ್ ಯೋಜನೆಯಡಿ ಬಹುತೇಕ ಮನೆಗಳ ನಿರ್ಮಾಣ ಕಾರ್ಯ ಪೂರ್ಣಗೊಂಡಿದೆ. (1270, 345, 1497, 418)
pencil-label-2: ಪುಟದಿಂದ (124, 1591, 199, 1618)
bantaru-body: ಮುಳ್ಳೇರಿಯ: ಅಂಗಣಗಳಿಗೆ ಸುತ್ತಲಿರುವ ಬಂಟರು ಸಮುದಾಯಕ್ಕೆ ಒಂದು ಪ್ರತ್ಯೇಕತೆಗಳಿದ್ದು ಮಾತನಾಡುವ ಬಂಟರು ಸಮುದಾಯದ ಅಭಿವೃದ್ಧಿಗಾಗಿ ಹೋರಾಟ ನಡೆಸಬೇಕು ಎಂದು ಕಾಸರಗೋಡು ಜಿಲ್ಲಾ ಬಂಟರ ಸಂಘದ ಅಧ್ಯಕ್ಷ ಸುಬ್ಬಯ್ಯ ರೈ ಹೇಳಿದರು. ಬಂಟರ ಸಂಘದ ವಾರ್ಷಿಕ ಮಹಾಸಭೆಯನ್ನು ಉದ್ಘಾಟಿಸಿ ಅವರು ಮಾತನಾಡಿದರು. ಸಮುದಾಯದ ಯುವಕರು ಶಿಕ್ಷಣ, ಉದ್ಯೋಗ ಕ್ಷೇತ್ರದಲ್ಲಿ ಮುಂದೆ ಬರಬೇಕು. ಸರಕಾರದ ಸೌಲಭ್ಯಗಳನ್ನು ಪಡೆಯಲು ಸಂಘಟಿತರಾಗಬೇಕು ಎಂದರು. ಸಮಾರಂಭದಲ್ಲಿ ಹಿರಿಯರನ್ನು ಸನ್ಮಾನಿಸಲಾಯಿತು. ವಿದ್ಯಾರ್ಥಿಗಳಿಗೆ ಪ್ರತಿಭಾ ಪುರಸ್ಕಾರ ವಿತರಿಸಲಾಯಿತು. ಸಂಘದ ಪದಾಧಿಕಾರಿಗಳು, ಸದಸ್ಯರು ಉಪಸ್ಥಿತರಿದ್ದರು. ಜಯಪ್ರಕಾಶ್ ಸ್ವಾಗತಿಸಿ, ವಂದಿಸಿದರು. (315, 997, 714, 1085)
row2-rule-b (1147, 712, 1149, 1872)
box-author: ● ಕರುಣಾಕರನ್ ನಂಬ್ಯಾರ್ (1329, 1021, 1417, 1033)
sidebar-story-title: ಇಲೆಕ್ಷನ್ ಫಾರಂ ಕನ್ನಡದಲ್ಲಿ ವಿತರಿಸಲು ಆಗ್ರಹ (60, 517, 271, 558)
sidebar-title-text: ಸುತ್ತಮುತ್ತ (60, 204, 140, 227)
sidebar-story-title: ಶಾಲಾ ಮಧ್ಯಾಹ್ನದೂಟ: ಅನುದಾನ ಮಂಜೂರು (60, 861, 247, 902)
lead-headline: ಪೂರ್ಣಗೊಂಡಿದೆ ಜಿಲ್ಲೆಯಲ್ಲಿ 18,349 ಮನೆಗಳ ಕಾಮಗಾರಿ (468, 250, 1344, 302)
